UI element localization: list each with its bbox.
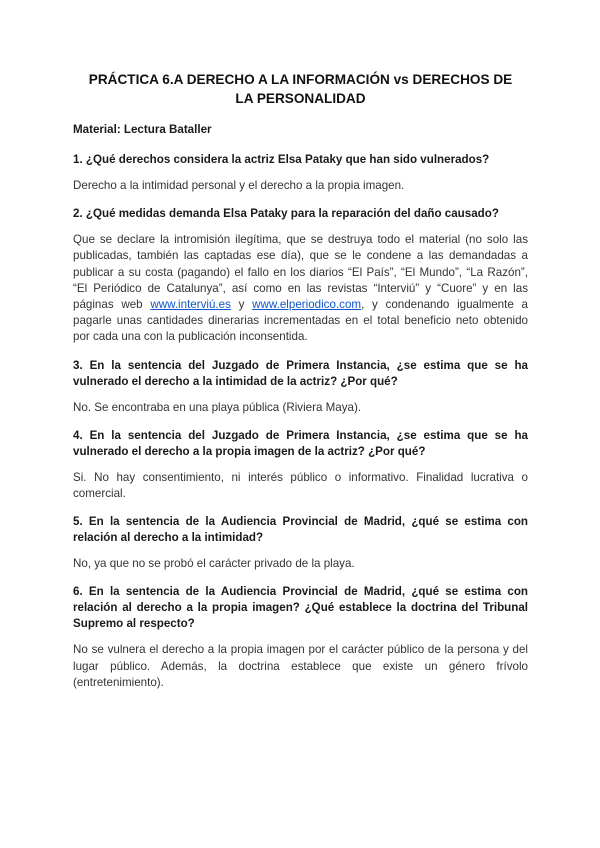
elperiodico-link[interactable]: www.elperiodico.com — [252, 298, 362, 312]
answer-1: Derecho a la intimidad personal y el derecho a la propia imagen. — [73, 179, 405, 192]
title-line-1: PRÁCTICA 6.A DERECHO A LA INFORMACIÓN vs DERECHOS DE — [88, 72, 513, 87]
question-1: 1. ¿Qué derechos considera la actriz Elsa Pataky que han sido vulnerados? — [73, 153, 490, 166]
answer-6: No se vulnera el derecho a la propia imagen por el carácter público de la persona y del lugar público. Además, la doctrina establece que existe un género frívolo (entretenimiento). — [73, 643, 528, 689]
answer-2-text-b: , y condenando igualmente a pagarle unas cantidades dinerarias incrementadas en el total beneficio neto obtenido por cada una con la publicación inconsentida. — [73, 298, 528, 344]
question-6: 6. En la sentencia de la Audiencia Provincial de Madrid, ¿qué se estima con relación al derecho a la propia imagen? ¿Qué establece la doctrina del Tribunal Supremo al respecto? — [73, 585, 528, 631]
title-line-2: LA PERSONALIDAD — [235, 91, 366, 106]
answer-2-text-a: Que se declare la intromisión ilegítima, que se destruya todo el material (no solo las publicadas, también las captadas ese día), que se le condene a las demandadas a publicar a su costa (pagando) el fallo en los diarios “El País”, “El Mundo”, “La Razón”, “El Periódico de Catalunya”, así como en las revistas “Interviú” y “Cuore” y en las páginas web — [73, 233, 528, 312]
page-title — [73, 70, 528, 108]
answer-4: Si. No hay consentimiento, ni interés público o informativo. Finalidad lucrativa o comercial. — [73, 470, 528, 501]
answer-2-text-mid: y — [238, 298, 245, 312]
answer-5: No, ya que no se probó el carácter privado de la playa. — [73, 557, 355, 571]
answer-3: No. Se encontraba en una playa pública (Riviera Maya). — [73, 400, 362, 414]
answer-2 — [73, 232, 528, 345]
question-2: 2. ¿Qué medidas demanda Elsa Pataky para la reparación del daño causado? — [73, 207, 499, 221]
question-4: 4. En la sentencia del Juzgado de Primera Instancia, ¿se estima que se ha vulnerado el derecho a la propia imagen de la actriz? ¿Por qué? — [73, 428, 528, 458]
question-5: 5. En la sentencia de la Audiencia Provincial de Madrid, ¿qué se estima con relación al derecho a la intimidad? — [73, 515, 528, 545]
question-3: 3. En la sentencia del Juzgado de Primera Instancia, ¿se estima que se ha vulnerado el derecho a la intimidad de la actriz? ¿Por qué? — [73, 358, 528, 388]
material-reference: Material: Lectura Bataller — [73, 123, 212, 136]
interviu-link[interactable]: www.interviú.es — [150, 298, 231, 312]
